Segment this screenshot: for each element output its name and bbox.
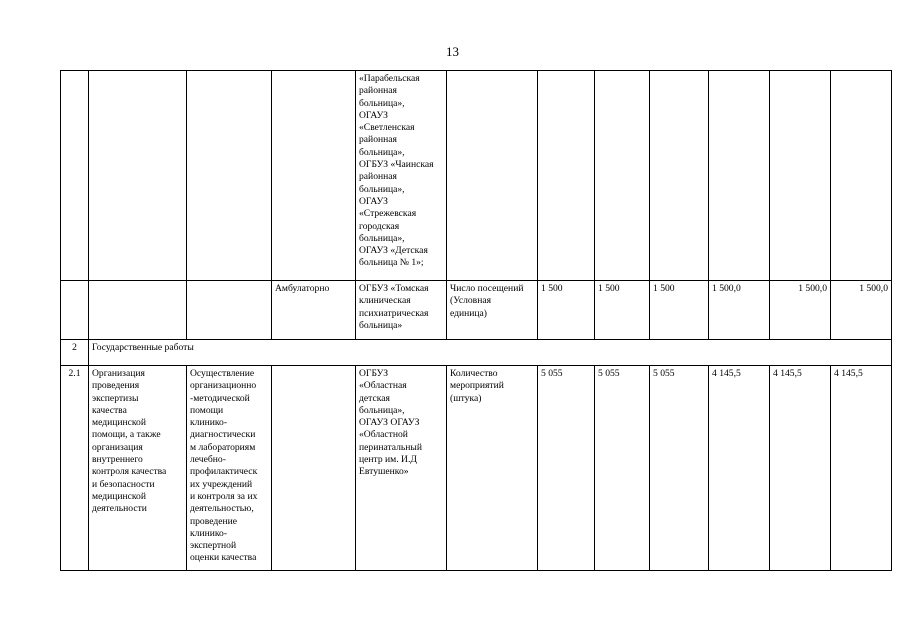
cell-content bbox=[187, 281, 272, 340]
cell-amount bbox=[770, 71, 831, 281]
cell-condition bbox=[272, 366, 356, 571]
cell-indicator bbox=[447, 71, 538, 281]
cell-value: 1 500 bbox=[595, 281, 650, 340]
cell-amount: 4 145,5 bbox=[831, 366, 892, 571]
cell-amount: 4 145,5 bbox=[709, 366, 770, 571]
cell-value: 5 055 bbox=[595, 366, 650, 571]
cell-value: 1 500 bbox=[650, 281, 709, 340]
cell-number: 2.1 bbox=[61, 366, 89, 571]
cell-amount: 1 500,0 bbox=[831, 281, 892, 340]
cell-service-name bbox=[89, 71, 187, 281]
cell-service-name: Организация проведения экспертизы качества медицинской помощи, а также организация внутреннего контроля качества и безопасности медицинской деятельности bbox=[89, 366, 187, 571]
cell-number bbox=[61, 71, 89, 281]
cell-value: 5 055 bbox=[538, 366, 595, 571]
cell-value: 5 055 bbox=[650, 366, 709, 571]
cell-value bbox=[538, 71, 595, 281]
services-table bbox=[60, 70, 892, 571]
cell-amount: 1 500,0 bbox=[770, 281, 831, 340]
cell-institution: ОГБУЗ «Томская клиническая психиатрическая больница» bbox=[356, 281, 447, 340]
cell-amount bbox=[709, 71, 770, 281]
cell-indicator: Количество мероприятий (штука) bbox=[447, 366, 538, 571]
page-number: 13 bbox=[446, 44, 459, 59]
cell-condition: Амбулаторно bbox=[272, 281, 356, 340]
cell-number bbox=[61, 281, 89, 340]
cell-value: 1 500 bbox=[538, 281, 595, 340]
cell-value bbox=[650, 71, 709, 281]
cell-institution: ОГБУЗ «Областная детская больница», ОГАУЗ ОГАУЗ «Областной перинатальный центр им. И.Д Евтушенко» bbox=[356, 366, 447, 571]
section-row bbox=[61, 340, 892, 366]
cell-amount bbox=[831, 71, 892, 281]
cell-institution: «Парабельская районная больница», ОГАУЗ «Светленская районная больница», ОГБУЗ «Чаинская районная больница», ОГАУЗ «Стрежевская городская больница», ОГАУЗ «Детская больница № 1»; bbox=[356, 71, 447, 281]
table-row bbox=[61, 281, 892, 340]
cell-content: Осуществление организационно -методической помощи клинико- диагностически м лабораториям лечебно- профилактическ их учреждений и контроля за их деятельностью, проведение клинико- экспертной оценки качества bbox=[187, 366, 272, 571]
cell-indicator: Число посещений (Условная единица) bbox=[447, 281, 538, 340]
cell-service-name bbox=[89, 281, 187, 340]
cell-amount: 4 145,5 bbox=[770, 366, 831, 571]
table-row bbox=[61, 366, 892, 571]
cell-number: 2 bbox=[61, 340, 89, 366]
section-title: Государственные работы bbox=[89, 340, 892, 366]
cell-value bbox=[595, 71, 650, 281]
cell-condition bbox=[272, 71, 356, 281]
cell-amount: 1 500,0 bbox=[709, 281, 770, 340]
cell-content bbox=[187, 71, 272, 281]
table-row bbox=[61, 71, 892, 281]
